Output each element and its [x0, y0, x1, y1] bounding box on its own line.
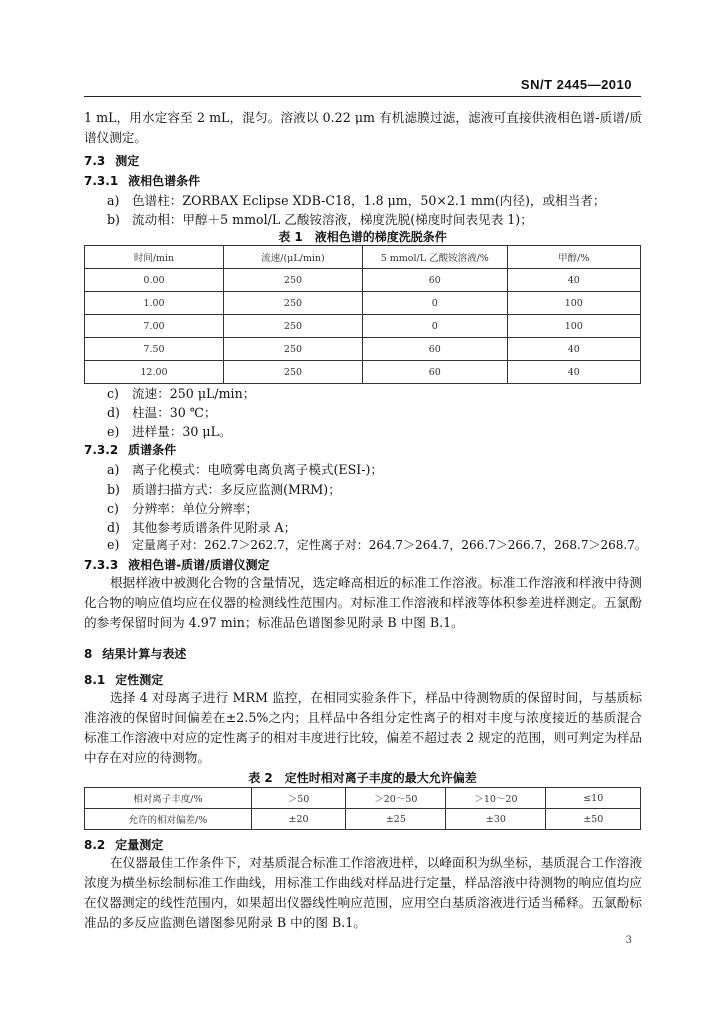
paragraph-8-1: 选择 4 对母离子进行 MRM 监控，在相同实验条件下，样品中待测物质的保留时间，与基质标准溶液的保留时间偏差在±2.5%之内；且样品中各组分定性离子的相对丰度与浓度接近的基质混合标准工作溶液中对应的定性离子的相对丰度进行比较，偏差不超过表 2 规定的范围，则可判定为样品中存在对应的待测物。	[84, 690, 642, 765]
heading-7-3-1	[84, 172, 200, 189]
table-cell: 60	[363, 269, 508, 292]
table-cell: ±30	[446, 809, 546, 830]
heading-title: 定量测定	[115, 838, 164, 852]
item-label: a)	[107, 193, 120, 208]
table-cell: 250	[224, 269, 363, 292]
list-item	[107, 421, 232, 440]
item-label: a)	[107, 462, 120, 477]
gradient-table	[84, 245, 641, 384]
table-cell: ±25	[346, 809, 446, 830]
heading-title: 结果计算与表述	[102, 647, 187, 661]
item-text: 进样量：30 μL。	[132, 424, 232, 439]
heading-8-2	[84, 836, 163, 853]
table-row	[85, 292, 641, 315]
table-cell: ≤10	[546, 788, 641, 809]
table-cell: 允许的相对偏差/%	[85, 809, 252, 830]
item-text: 流动相：甲醇＋5 mmol/L 乙酸铵溶液，梯度洗脱(梯度时间表见表 1)；	[132, 212, 533, 227]
table-row	[85, 338, 641, 361]
table-header-row	[85, 246, 641, 269]
list-item	[107, 402, 217, 421]
table-cell: 0	[363, 315, 508, 338]
item-label: d)	[107, 405, 120, 420]
item-text: 色谱柱：ZORBAX Eclipse XDB-C18，1.8 μm，50×2.1 mm(内径)，或相当者；	[132, 193, 606, 208]
table-row	[85, 809, 641, 830]
table2-caption: 表 2 定性时相对离子丰度的最大允许偏差	[248, 771, 477, 785]
table-cell: 60	[363, 361, 508, 384]
table-cell: 40	[507, 361, 640, 384]
column-header: 5 mmol/L 乙酸铵溶液/%	[363, 246, 508, 269]
table-cell: 12.00	[85, 361, 224, 384]
item-label: b)	[107, 212, 120, 227]
heading-number: 7.3	[84, 154, 106, 168]
list-item	[107, 517, 296, 536]
heading-8-1	[84, 671, 163, 688]
item-label: e)	[107, 424, 120, 439]
heading-title: 质谱条件	[128, 443, 177, 457]
list-item	[107, 459, 383, 478]
heading-title: 液相色谱条件	[128, 174, 201, 188]
item-text: 流速：250 μL/min；	[132, 386, 256, 401]
item-text: 分辨率：单位分辨率；	[132, 501, 258, 516]
table-cell: 40	[507, 269, 640, 292]
heading-number: 8.2	[84, 838, 106, 852]
heading-number: 7.3.3	[84, 558, 119, 572]
heading-title: 测定	[115, 154, 140, 168]
table-row	[85, 315, 641, 338]
table-cell: 60	[363, 338, 508, 361]
table-cell: 1.00	[85, 292, 224, 315]
column-header: 流速/(μL/min)	[224, 246, 363, 269]
standard-number: SN/T 2445—2010	[520, 77, 632, 92]
list-item	[107, 209, 533, 228]
item-label: b)	[107, 482, 120, 497]
heading-8	[84, 645, 186, 662]
intro-paragraph: 1 mL，用水定容至 2 mL，混匀。溶液以 0.22 μm 有机滤膜过滤，滤液可直接供液相色谱-质谱/质谱仪测定。	[84, 110, 642, 145]
item-label: d)	[107, 520, 120, 535]
table-cell: 250	[224, 361, 363, 384]
item-label: c)	[107, 386, 119, 401]
table-cell: ±20	[251, 809, 346, 830]
table-cell: 100	[507, 315, 640, 338]
table-cell: 0.00	[85, 269, 224, 292]
heading-number: 7.3.1	[84, 174, 119, 188]
item-text: 离子化模式：电喷雾电离负离子模式(ESI-)；	[132, 462, 383, 477]
table-cell: 7.00	[85, 315, 224, 338]
table-cell: 40	[507, 338, 640, 361]
paragraph-7-3-3: 根据样液中被测化合物的含量情况，选定峰高相近的标准工作溶液。标准工作溶液和样液中待测化合物的响应值均应在仪器的检测线性范围内。对标准工作溶液和样液等体积参差进样测定。五氯酚的参考保留时间为 4.97 min；标准品色谱图参见附录 B 中图 B.1。	[84, 575, 642, 630]
table-cell: 7.50	[85, 338, 224, 361]
list-item	[107, 383, 255, 402]
table-cell: 0	[363, 292, 508, 315]
table-cell: 100	[507, 292, 640, 315]
paragraph-8-2: 在仪器最佳工作条件下，对基质混合标准工作溶液进样，以峰面积为纵坐标，基质混合工作溶液浓度为横坐标绘制标准工作曲线，用标准工作曲线对样品进行定量，样品溶液中待测物的响应值均应在仪器测定的线性范围内，如果超出仪器线性响应范围，应用空白基质溶液进行适当稀释。五氯酚标准品的多反应监测色谱图参见附录 B 中的图 B.1。	[84, 855, 642, 930]
item-text: 定量离子对：262.7＞262.7，定性离子对：264.7＞264.7，266.7＞266.7，268.7＞268.7。	[132, 538, 647, 552]
item-text: 质谱扫描方式：多反应监测(MRM)；	[132, 482, 341, 497]
page-number: 3	[625, 935, 632, 946]
table-row	[85, 361, 641, 384]
table-cell: 250	[224, 338, 363, 361]
heading-number: 8	[84, 647, 93, 661]
list-item	[107, 190, 605, 209]
table1-caption: 表 1 液相色谱的梯度洗脱条件	[278, 230, 447, 244]
column-header: 时间/min	[85, 246, 224, 269]
list-item	[107, 479, 341, 498]
column-header: 甲醇/%	[507, 246, 640, 269]
table-row	[85, 269, 641, 292]
table-cell: ＞10～20	[446, 788, 546, 809]
ion-abundance-table	[84, 787, 641, 830]
heading-title: 液相色谱-质谱/质谱仪测定	[128, 558, 270, 572]
header-rule	[84, 96, 641, 97]
item-label: c)	[107, 501, 119, 516]
item-text: 其他参考质谱条件见附录 A；	[132, 520, 297, 535]
heading-7-3	[84, 152, 139, 169]
heading-number: 7.3.2	[84, 443, 119, 457]
table-cell: ±50	[546, 809, 641, 830]
heading-7-3-2	[84, 441, 176, 458]
list-item	[107, 498, 258, 517]
table-cell: 250	[224, 292, 363, 315]
table-cell: 相对离子丰度/%	[85, 788, 252, 809]
table-cell: ＞20～50	[346, 788, 446, 809]
table-cell: ＞50	[251, 788, 346, 809]
heading-number: 8.1	[84, 673, 106, 687]
table-row	[85, 788, 641, 809]
table-cell: 250	[224, 315, 363, 338]
heading-7-3-3	[84, 556, 270, 573]
item-text: 柱温：30 ℃；	[132, 405, 217, 420]
list-item	[107, 536, 647, 553]
heading-title: 定性测定	[115, 673, 164, 687]
item-label: e)	[107, 537, 120, 552]
